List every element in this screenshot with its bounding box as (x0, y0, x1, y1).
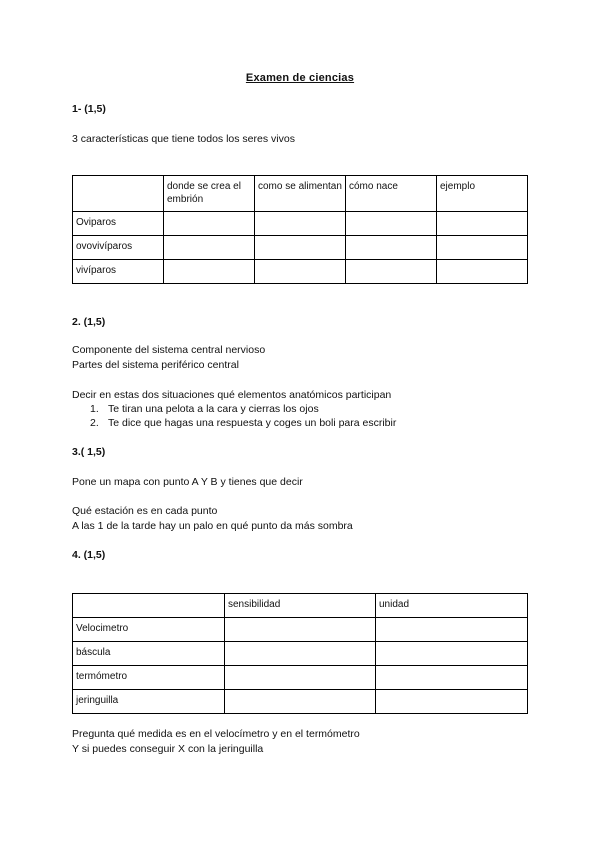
q1-header-cell: cómo nace (346, 176, 437, 212)
q2-heading: 2. (1,5) (72, 316, 106, 328)
blank-cell (225, 690, 376, 714)
q1-heading: 1- (1,5) (72, 103, 106, 115)
q1-header-cell: ejemplo (437, 176, 528, 212)
q3-heading: 3.( 1,5) (72, 446, 106, 458)
blank-cell (225, 642, 376, 666)
blank-cell (225, 666, 376, 690)
blank-cell (346, 212, 437, 236)
list-item (72, 416, 396, 430)
blank-cell (376, 690, 528, 714)
row-label: Velocimetro (73, 618, 225, 642)
blank-cell (376, 642, 528, 666)
table-row (73, 690, 528, 714)
row-label: jeringuilla (73, 690, 225, 714)
q1-header-cell (73, 176, 164, 212)
q2-line: Partes del sistema periférico central (72, 359, 239, 371)
blank-cell (346, 236, 437, 260)
q4-header-cell: sensibilidad (225, 594, 376, 618)
q2-intro: Decir en estas dos situaciones qué elementos anatómicos participan (72, 389, 392, 401)
blank-cell (164, 260, 255, 284)
list-text: Te tiran una pelota a la cara y cierras los ojos (108, 403, 319, 415)
q4-header-cell (73, 594, 225, 618)
table-row (73, 212, 528, 236)
q2-line: Componente del sistema central nervioso (72, 344, 266, 356)
q3-line: Qué estación es en cada punto (72, 505, 218, 517)
blank-cell (164, 212, 255, 236)
blank-cell (437, 260, 528, 284)
table-row (73, 642, 528, 666)
row-label: Oviparos (73, 212, 164, 236)
q1-header-row (73, 176, 528, 212)
list-text: Te dice que hagas una respuesta y coges un boli para escribir (108, 417, 397, 429)
blank-cell (255, 236, 346, 260)
q2-list (72, 402, 396, 430)
row-label: báscula (73, 642, 225, 666)
q1-header-cell: como se alimentan (255, 176, 346, 212)
blank-cell (376, 666, 528, 690)
q3-prompt: Pone un mapa con punto A Y B y tienes que decir (72, 476, 303, 488)
blank-cell (164, 236, 255, 260)
q4-line: Y si puedes conseguir X con la jeringuilla (72, 743, 264, 755)
q4-header-cell: unidad (376, 594, 528, 618)
row-label: ovovivíparos (73, 236, 164, 260)
q1-header-cell: donde se crea el embrión (164, 176, 255, 212)
table-row (73, 236, 528, 260)
blank-cell (437, 212, 528, 236)
q4-header-row (73, 594, 528, 618)
q4-line: Pregunta qué medida es en el velocímetro y en el termómetro (72, 728, 360, 740)
list-item (72, 402, 396, 416)
table-row (73, 666, 528, 690)
q4-heading: 4. (1,5) (72, 549, 106, 561)
blank-cell (255, 212, 346, 236)
q1-table (72, 175, 528, 284)
table-row (73, 260, 528, 284)
blank-cell (225, 618, 376, 642)
list-number: 1. (90, 403, 99, 415)
row-label: termómetro (73, 666, 225, 690)
q3-line: A las 1 de la tarde hay un palo en qué punto da más sombra (72, 520, 353, 532)
exam-title: Examen de ciencias (245, 72, 355, 84)
blank-cell (376, 618, 528, 642)
blank-cell (255, 260, 346, 284)
list-number: 2. (90, 417, 99, 429)
table-row (73, 618, 528, 642)
q4-table (72, 593, 528, 714)
q1-prompt: 3 características que tiene todos los seres vivos (72, 133, 295, 145)
blank-cell (346, 260, 437, 284)
row-label: vivíparos (73, 260, 164, 284)
blank-cell (437, 236, 528, 260)
